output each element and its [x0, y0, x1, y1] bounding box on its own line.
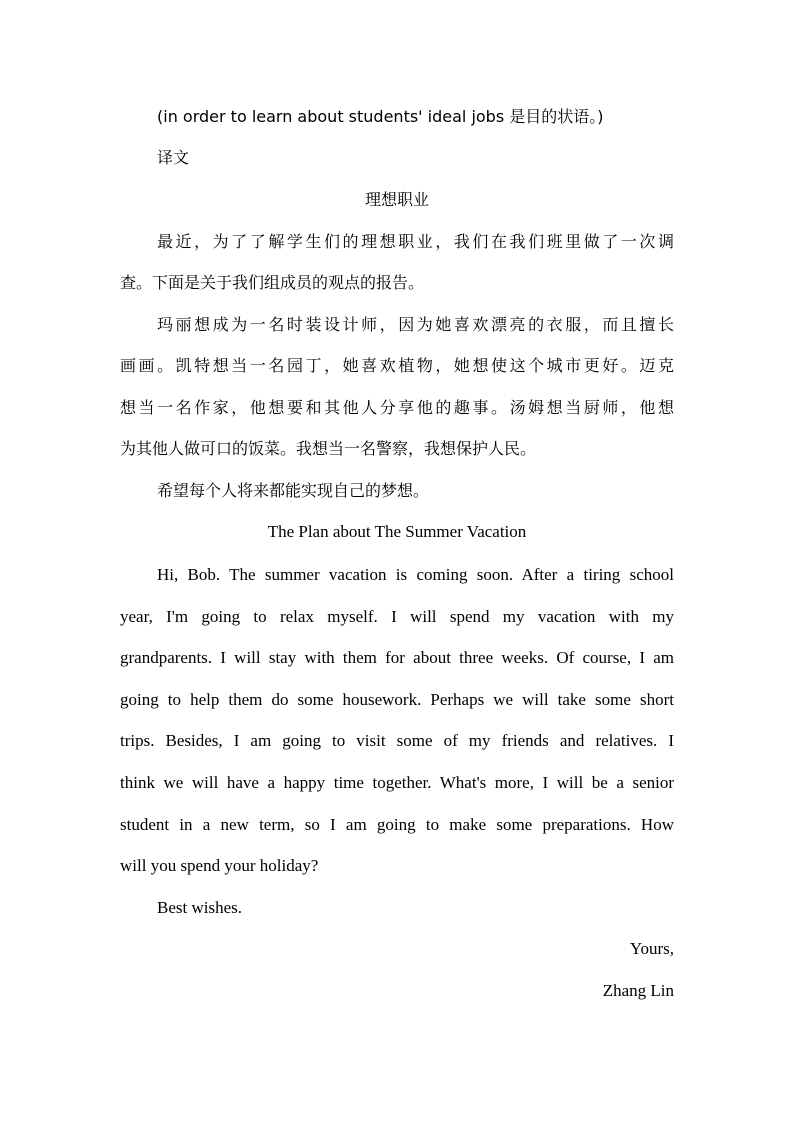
closing: Best wishes. — [157, 898, 242, 917]
chinese-para1-line-1: 最近，为了了解学生们的理想职业，我们在我们班里做了一次调 — [157, 232, 674, 251]
english-para-line-1: Hi, Bob. The summer vacation is coming soon. After a tiring school — [157, 565, 674, 584]
english-para-line-6: think we will have a happy time together. What's more, I will be a senior — [120, 773, 674, 792]
english-title: The Plan about The Summer Vacation — [267, 522, 527, 541]
english-para-line-7: student in a new term, so I am going to make some preparations. How — [120, 815, 674, 834]
chinese-para3: 希望每个人将来都能实现自己的梦想。 — [157, 481, 430, 500]
english-para-line-8: will you spend your holiday? — [120, 856, 319, 875]
grammar-note: (in order to learn about students' ideal jobs 是目的状语。) — [157, 107, 604, 126]
document-page — [120, 0, 674, 1123]
translation-label: 译文 — [157, 148, 190, 167]
chinese-title: 理想职业 — [364, 190, 429, 209]
english-para-line-5: trips. Besides, I am going to visit some of my friends and relatives. I — [120, 731, 674, 750]
english-para-line-2: year, I'm going to relax myself. I will spend my vacation with my — [120, 607, 674, 626]
english-para-line-3: grandparents. I will stay with them for about three weeks. Of course, I am — [120, 648, 674, 667]
chinese-para2-line-1: 玛丽想成为一名时装设计师，因为她喜欢漂亮的衣服，而且擅长 — [157, 315, 674, 334]
signature: Zhang Lin — [602, 981, 674, 1000]
chinese-para2-line-3: 想当一名作家，他想要和其他人分享他的趣事。汤姆想当厨师，他想 — [120, 398, 674, 417]
english-para-line-4: going to help them do some housework. Perhaps we will take some short — [120, 690, 674, 709]
chinese-para2-line-4: 为其他人做可口的饭菜。我想当一名警察，我想保护人民。 — [120, 439, 537, 458]
chinese-para2-line-2: 画画。凯特想当一名园丁，她喜欢植物，她想使这个城市更好。迈克 — [120, 356, 674, 375]
chinese-para1-line-2: 查。下面是关于我们组成员的观点的报告。 — [120, 273, 425, 292]
signoff: Yours, — [629, 939, 674, 958]
